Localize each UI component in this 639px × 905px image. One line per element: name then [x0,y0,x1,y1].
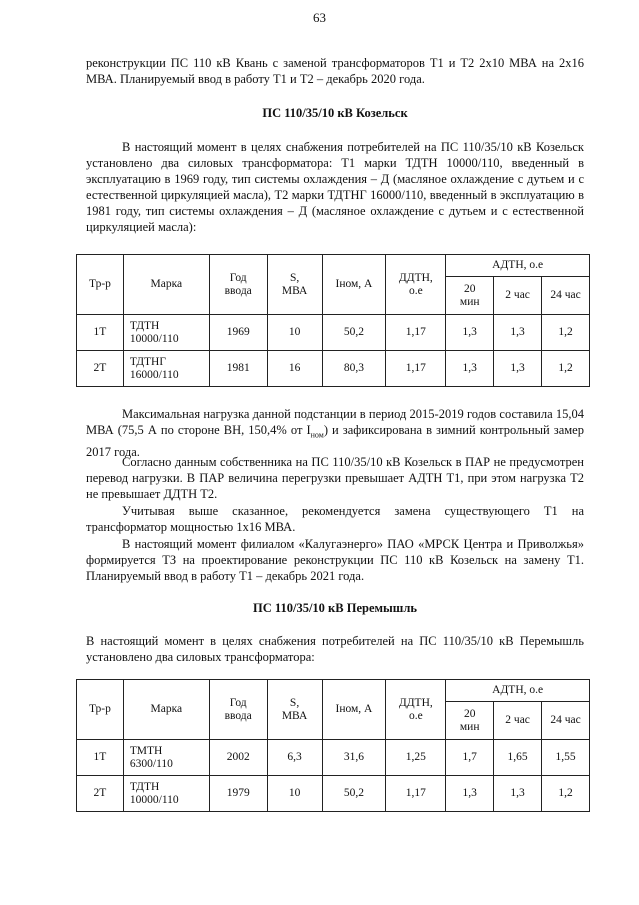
header-tr: Тр-р [77,680,124,740]
header-s: S, МВА [267,680,322,740]
cell-year: 2002 [209,740,267,776]
table-row [77,740,590,776]
page-number: 63 [313,10,326,25]
header-adtn: АДТН, о.е [446,680,590,702]
cell-ddtn: 1,17 [386,776,446,812]
cell-mark: ТМТН 6300/110 [123,740,209,776]
intro-paragraph: реконструкции ПС 110 кВ Квань с заменой трансформаторов Т1 и Т2 2х10 МВА на 2х16 МВА. Планируемый ввод в работу Т1 и Т2 – декабрь 2020 года. [86,56,584,86]
cell-adtn-2: 1,3 [494,351,542,387]
cell-adtn-2: 1,3 [494,776,542,812]
header-ddtn: ДДТН, о.е [386,680,446,740]
header-24h: 24 час [542,277,590,315]
section1-recommend-paragraph: Учитывая выше сказанное, рекомендуется замена существующего Т1 на трансформатор мощностью 1х16 МВА. [86,504,584,534]
cell-tr: 2Т [77,351,124,387]
cell-ddtn: 1,25 [386,740,446,776]
section1-heading: ПС 110/35/10 кВ Козельск [262,106,408,120]
table-header-row [77,255,590,277]
section1-load-paragraph: Максимальная нагрузка данной подстанции в период 2015-2019 годов составила 15,04 МВА (75,5 А по стороне ВН, 150,4% от $I_{ном}$) и зафиксирована в зимний контрольный замер 2017 года. [86,407,584,459]
cell-adtn-24: 1,55 [542,740,590,776]
header-inom: Iном, А [322,680,386,740]
cell-adtn-2: 1,65 [494,740,542,776]
cell-year: 1969 [209,315,267,351]
header-s: S, МВА [267,255,322,315]
peremyshl-transformer-table [76,679,590,812]
header-year: Год ввода [209,255,267,315]
header-2h: 2 час [494,277,542,315]
cell-adtn-20: 1,3 [446,315,494,351]
cell-inom: 50,2 [322,776,386,812]
cell-adtn-24: 1,2 [542,351,590,387]
cell-s: 10 [267,776,322,812]
header-ddtn: ДДТН, о.е [386,255,446,315]
table-header-row [77,680,590,702]
cell-mark: ТДТН 10000/110 [123,776,209,812]
cell-year: 1981 [209,351,267,387]
header-year: Год ввода [209,680,267,740]
cell-tr: 2Т [77,776,124,812]
kozelsk-transformer-table [76,254,590,387]
table-row [77,315,590,351]
cell-mark: ТДТН 10000/110 [123,315,209,351]
cell-s: 10 [267,315,322,351]
section1-par-paragraph: Согласно данным собственника на ПС 110/35/10 кВ Козельск в ПАР не предусмотрен перевод нагрузки. В ПАР величина перегрузки превышает АДТН Т1, при этом нагрузка Т2 не превышает ДДТН Т2. [86,455,584,501]
cell-s: 16 [267,351,322,387]
cell-ddtn: 1,17 [386,315,446,351]
header-20min: 20 мин [446,277,494,315]
header-24h: 24 час [542,702,590,740]
cell-inom: 50,2 [322,315,386,351]
cell-s: 6,3 [267,740,322,776]
cell-ddtn: 1,17 [386,351,446,387]
section2-paragraph: В настоящий момент в целях снабжения потребителей на ПС 110/35/10 кВ Перемышль установлено два силовых трансформатора: [86,634,584,664]
cell-inom: 31,6 [322,740,386,776]
section1-filial-paragraph: В настоящий момент филиалом «Калугаэнерго» ПАО «МРСК Центра и Приволжья» формируется ТЗ на проектирование реконструкции ПС 110 кВ Козельск на замену Т1. Планируемый ввод в работу Т1 – декабрь 2021 года. [86,537,584,583]
cell-adtn-2: 1,3 [494,315,542,351]
cell-adtn-20: 1,3 [446,776,494,812]
cell-inom: 80,3 [322,351,386,387]
cell-adtn-24: 1,2 [542,315,590,351]
cell-tr: 1Т [77,740,124,776]
header-adtn: АДТН, о.е [446,255,590,277]
cell-adtn-20: 1,3 [446,351,494,387]
cell-adtn-20: 1,7 [446,740,494,776]
table-row [77,351,590,387]
cell-adtn-24: 1,2 [542,776,590,812]
header-mark: Марка [123,255,209,315]
header-2h: 2 час [494,702,542,740]
header-mark: Марка [123,680,209,740]
header-20min: 20 мин [446,702,494,740]
table-row [77,776,590,812]
section1-paragraph: В настоящий момент в целях снабжения потребителей на ПС 110/35/10 кВ Козельск установлено два силовых трансформатора: Т1 марки ТДТН 10000/110, введенный в эксплуатацию в 1969 году, тип системы охлаждения – Д (масляное охлаждение с дутьем и с естественной циркуляцией масла), Т2 марки ТДТНГ 16000/110, введенный в эксплуатацию в 1981 году, тип системы охлаждения – Д (масляное охлаждение с дутьем и с естественной циркуляцией масла): [86,140,584,234]
cell-mark: ТДТНГ 16000/110 [123,351,209,387]
header-inom: Iном, А [322,255,386,315]
cell-tr: 1Т [77,315,124,351]
cell-year: 1979 [209,776,267,812]
header-tr: Тр-р [77,255,124,315]
section2-heading: ПС 110/35/10 кВ Перемышль [253,601,417,615]
